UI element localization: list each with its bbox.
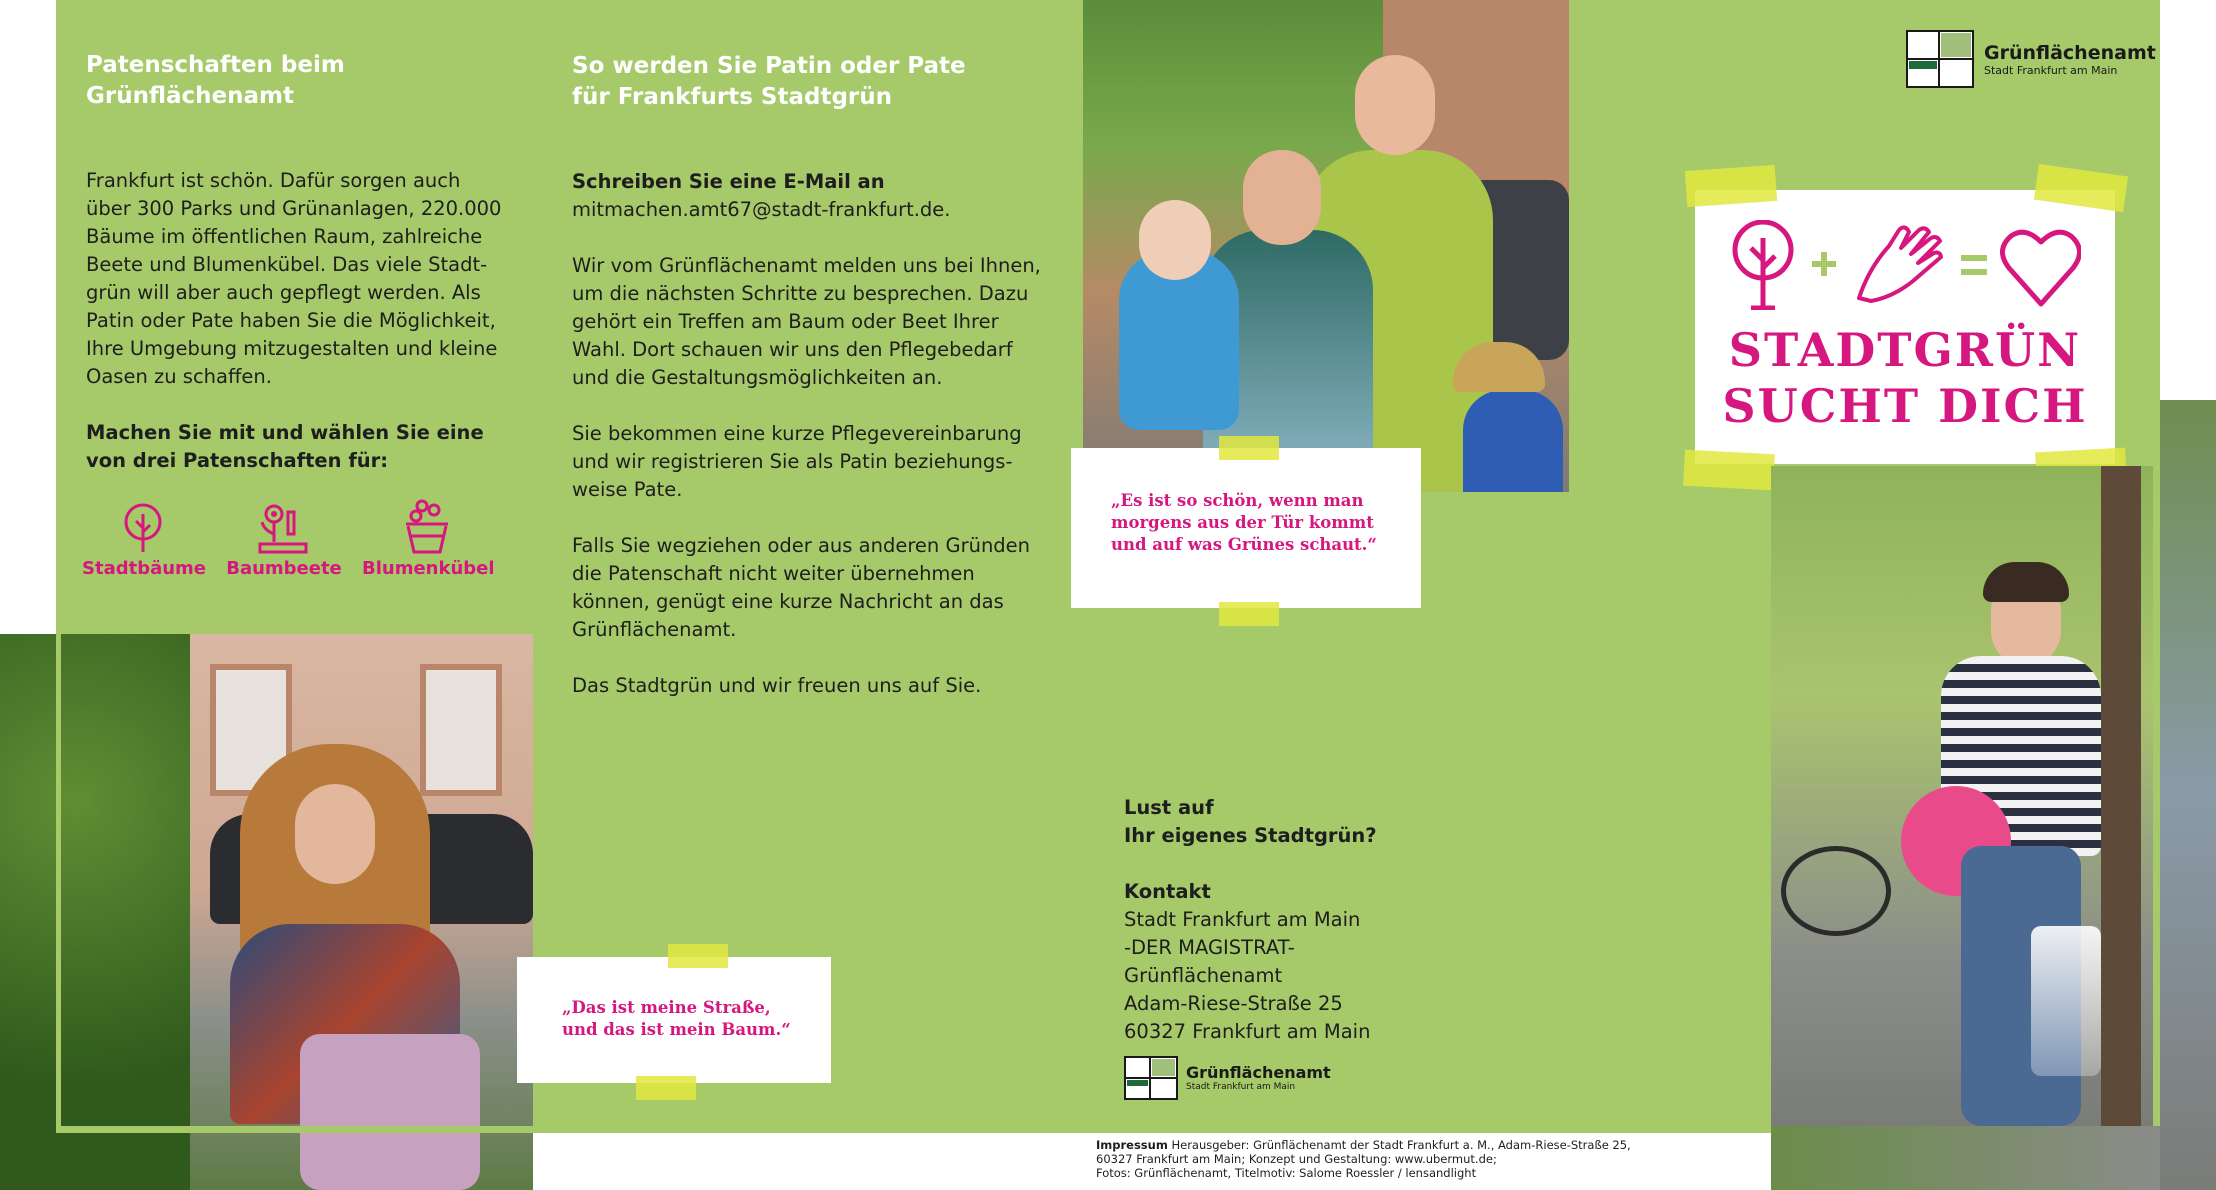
photo-woman-watering <box>1771 466 2160 1126</box>
logo-sub: Stadt Frankfurt am Main <box>1984 63 2118 77</box>
cover-title-line: STADTGRÜN <box>1728 323 2082 377</box>
photo-bicycle <box>1781 846 1891 936</box>
para-line: Wir vom Grünflächenamt melden uns bei Ihnen, <box>572 254 1041 277</box>
para-line: die Patenschaft nicht weiter übernehmen <box>572 562 975 585</box>
photo-frame-edge <box>1771 1126 2160 1190</box>
quote-card-1 <box>517 957 831 1083</box>
email-link[interactable]: mitmachen.amt67@stadt-frankfurt.de. <box>572 198 951 221</box>
intro-line: Oasen zu schaffen. <box>86 365 272 388</box>
panel-2-heading <box>572 51 1052 113</box>
photo-woman-hair <box>1983 562 2069 602</box>
option-baumbeete <box>222 500 346 579</box>
impressum-line: Fotos: Grünflächenamt, Titelmotiv: Salome Roessler / lensandlight <box>1096 1166 1477 1180</box>
quote-line: „Es ist so schön, wenn man <box>1111 491 1364 510</box>
para-line: können, genügt eine kurze Nachricht an das <box>572 590 1004 613</box>
panel-2-para-3 <box>572 532 1072 644</box>
photo-tree-trunk <box>2101 466 2141 1126</box>
intro-line: Patin oder Pate haben Sie die Möglichkeit, <box>86 309 496 332</box>
panel-2-para-2 <box>572 420 1072 504</box>
photo-face <box>295 784 375 884</box>
para-line: und wir registrieren Sie als Patin beziehungs- <box>572 450 1013 473</box>
quote-line: „Das ist meine Straße, <box>562 998 771 1017</box>
option-label: Stadtbäume <box>82 558 207 579</box>
tape-strip <box>1219 602 1279 626</box>
para-line: Falls Sie wegziehen oder aus anderen Gründen <box>572 534 1031 557</box>
logo-mark-icon <box>1906 30 1974 88</box>
para-line: Sie bekommen eine kurze Pflegevereinbarung <box>572 422 1022 445</box>
photo-water-stream <box>2031 926 2101 1076</box>
lust-line: Ihr eigenes Stadtgrün? <box>1124 824 1377 847</box>
impressum-line: 60327 Frankfurt am Main; Konzept und Gestaltung: www.ubermut.de; <box>1096 1152 1497 1166</box>
para-line: Wahl. Dort schauen wir uns den Pflegebedarf <box>572 338 1013 361</box>
flower-bed-icon <box>222 500 346 554</box>
email-label: Schreiben Sie eine E-Mail an <box>572 170 885 193</box>
logo-name: Grünflächenamt <box>1186 1062 1331 1082</box>
para-line: um die nächsten Schritte zu besprechen. Dazu <box>572 282 1029 305</box>
tape-strip <box>1219 436 1279 460</box>
intro-line: Frankfurt ist schön. Dafür sorgen auch <box>86 169 461 192</box>
logo-text <box>1186 1064 1331 1093</box>
photo-frame-line <box>56 1126 533 1133</box>
photo-window <box>420 664 502 796</box>
logo-sub: Stadt Frankfurt am Main <box>1186 1081 1296 1092</box>
intro-line: über 300 Parks und Grünanlagen, 220.000 <box>86 197 502 220</box>
logo-top <box>1906 30 2156 88</box>
intro-line: Beete und Blumenkübel. Das viele Stadt- <box>86 253 488 276</box>
heading-line: Patenschaften beim <box>86 52 345 78</box>
cover-title <box>1695 322 2115 434</box>
quote-card-2 <box>1071 448 1421 608</box>
intro-line: Ihre Umgebung mitzugestalten und kleine <box>86 337 498 360</box>
para-line: Das Stadtgrün und wir freuen uns auf Sie. <box>572 674 982 697</box>
contact-line: Stadt Frankfurt am Main <box>1124 908 1361 931</box>
logo-mark-icon <box>1124 1056 1178 1100</box>
contact-line: Adam-Riese-Straße 25 <box>1124 992 1343 1015</box>
equation-icons <box>1731 220 2081 310</box>
photo-ivy <box>0 634 190 1190</box>
photo-frame-line <box>56 634 61 1130</box>
tape-strip <box>636 1076 696 1100</box>
tree-plus-hand-equals-heart-icon <box>1731 220 2081 310</box>
para-line: und die Gestaltungsmöglichkeiten an. <box>572 366 943 389</box>
photo-frame-line <box>2153 390 2160 1133</box>
photo-frame-edge <box>2160 400 2216 1190</box>
contact-heading: Kontakt <box>1124 880 1211 903</box>
contact-line: 60327 Frankfurt am Main <box>1124 1020 1371 1043</box>
photo-baby-face <box>1139 200 1211 280</box>
tape-strip <box>1685 165 1777 207</box>
panel-2-para-1 <box>572 252 1072 392</box>
para-line: weise Pate. <box>572 478 683 501</box>
tape-strip <box>668 944 728 968</box>
logo-small <box>1124 1056 1331 1100</box>
option-blumenkuebel <box>362 496 495 579</box>
logo-name: Grünflächenamt <box>1984 41 2156 64</box>
quote-line: und das ist mein Baum.“ <box>562 1020 791 1039</box>
cta-line: Machen Sie mit und wählen Sie eine <box>86 421 484 444</box>
panel-2-para-4 <box>572 672 1072 700</box>
option-label: Blumenkübel <box>362 558 495 579</box>
heading-line: So werden Sie Patin oder Pate <box>572 53 966 79</box>
lust-line: Lust auf <box>1124 796 1214 819</box>
logo-text <box>1984 42 2156 77</box>
intro-line: Bäume im öffentlichen Raum, zahlreiche <box>86 225 483 248</box>
panel-1-heading <box>86 50 506 112</box>
impressum <box>1096 1138 1776 1180</box>
tree-icon <box>82 500 204 554</box>
tape-strip <box>1683 450 1775 491</box>
panel-1-intro <box>86 167 526 391</box>
quote-line: und auf was Grünes schaut.“ <box>1111 535 1377 554</box>
intro-line: grün will aber auch gepflegt werden. Als <box>86 281 481 304</box>
photo-woman-face <box>1243 150 1321 245</box>
heading-line: Grünflächenamt <box>86 83 294 109</box>
cover-card <box>1695 190 2115 464</box>
photo-child <box>1463 390 1563 492</box>
contact-block <box>1124 794 1584 1046</box>
contact-line: -DER MAGISTRAT- <box>1124 936 1295 959</box>
cta-line: von drei Patenschaften für: <box>86 449 389 472</box>
photo-pants <box>300 1034 480 1190</box>
contact-line: Grünflächenamt <box>1124 964 1283 987</box>
quote-line: morgens aus der Tür kommt <box>1111 513 1374 532</box>
heading-line: für Frankfurts Stadtgrün <box>572 84 893 110</box>
panel-2-email-block <box>572 168 1062 224</box>
impressum-label: Impressum <box>1096 1138 1168 1152</box>
impressum-text: Herausgeber: Grünflächenamt der Stadt Frankfurt a. M., Adam-Riese-Straße 25, <box>1167 1138 1631 1152</box>
photo-woman-street <box>0 634 533 1190</box>
quote-text-1 <box>562 997 822 1041</box>
cover-title-line: SUCHT DICH <box>1722 379 2088 433</box>
option-label: Baumbeete <box>226 558 342 579</box>
para-line: gehört ein Treffen am Baum oder Beet Ihrer <box>572 310 999 333</box>
option-stadtbaeume <box>82 500 207 579</box>
impressum-line <box>1096 1138 1776 1152</box>
photo-family <box>1083 0 1569 492</box>
flower-pot-icon <box>362 496 492 554</box>
panel-1-cta <box>86 419 526 475</box>
para-line: Grünflächenamt. <box>572 618 737 641</box>
photo-man-face <box>1355 55 1435 155</box>
quote-text-2 <box>1111 490 1411 556</box>
